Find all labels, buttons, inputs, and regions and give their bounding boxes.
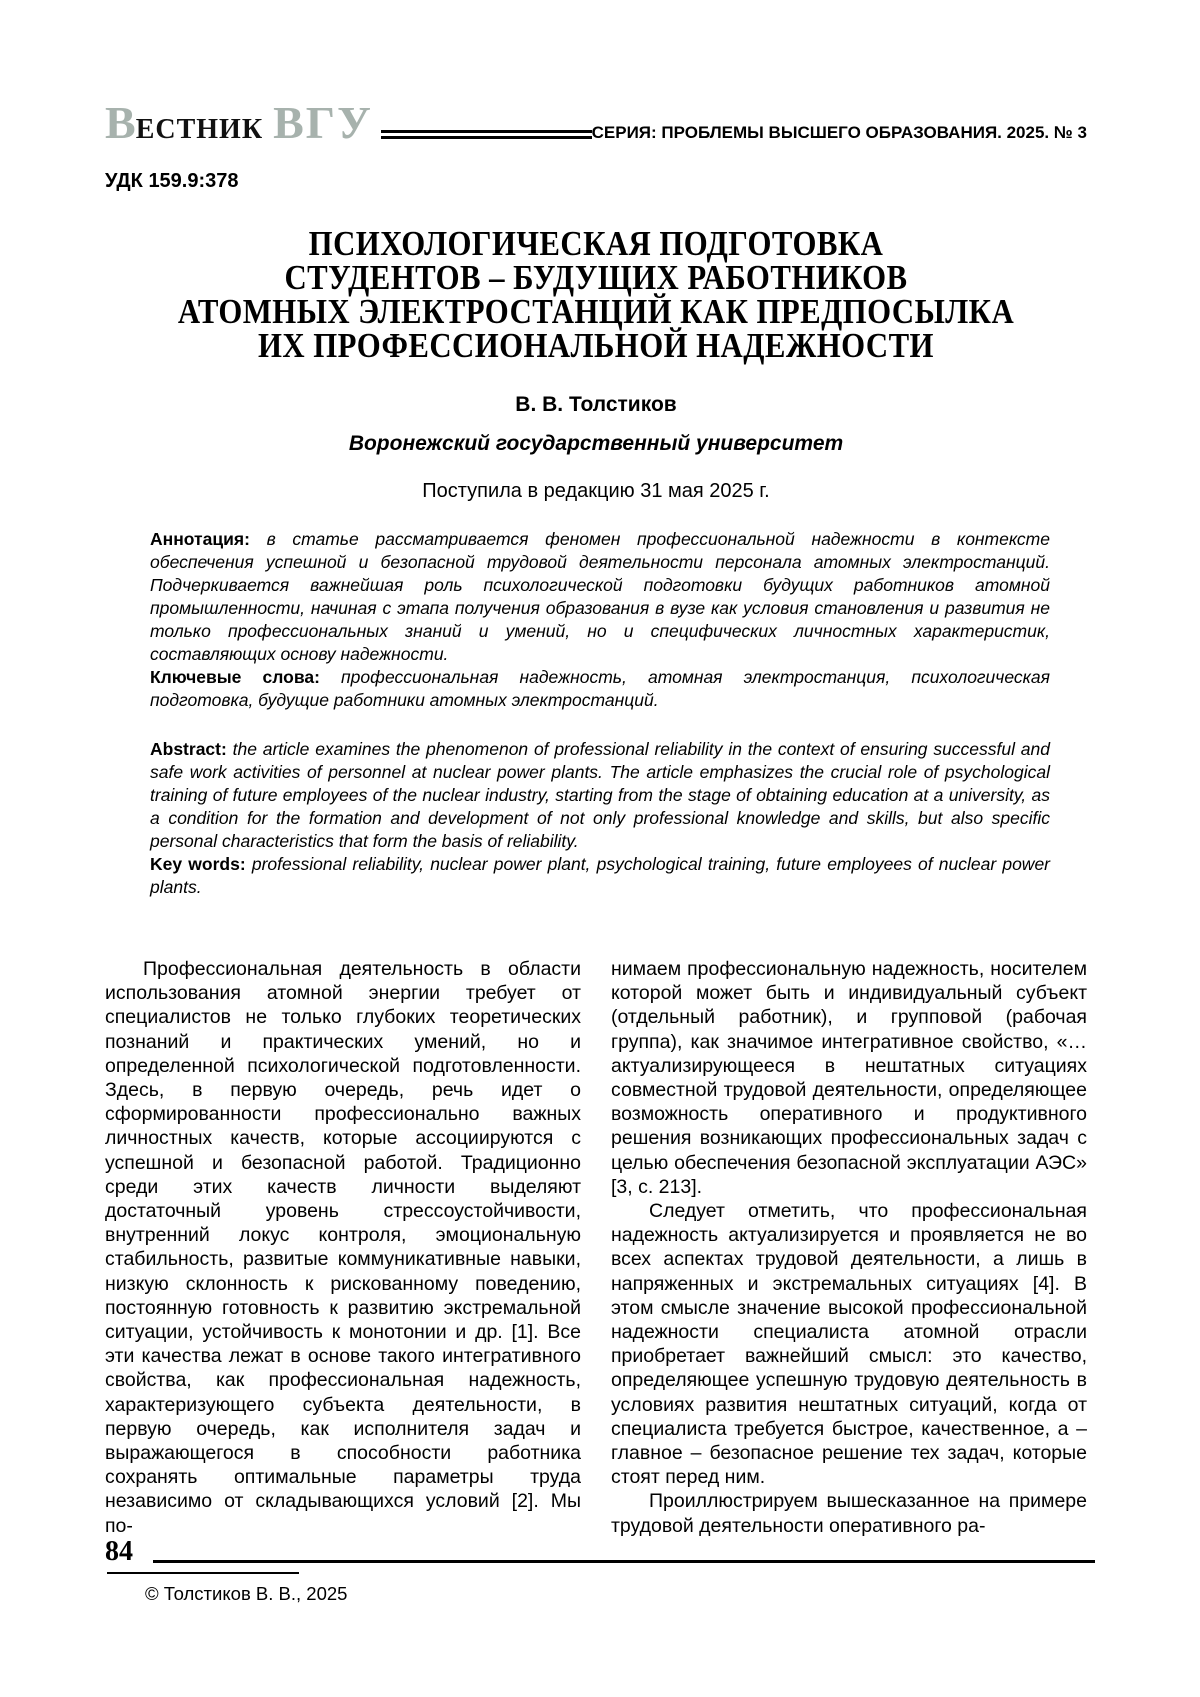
abstract-label: Abstract:: [150, 739, 227, 759]
title-line-4: ИХ ПРОФЕССИОНАЛЬНОЙ НАДЕЖНОСТИ: [258, 326, 934, 365]
footnote-rule: [107, 1572, 299, 1574]
series-title: СЕРИЯ: ПРОБЛЕМЫ ВЫСШЕГО ОБРАЗОВАНИЯ. 2025. № 3: [591, 123, 1087, 142]
abstract-block-en: [150, 738, 1050, 899]
author-name: В. В. Толстиков: [515, 393, 677, 416]
right-column: [611, 957, 1087, 1606]
annotation-label: Аннотация:: [150, 529, 250, 549]
body-paragraph-left-1: Профессиональная деятельность в области использования атомной энергии требует от специалистов не только глубоких теоретических познаний и практических умений, но и определенной психологической подготовленности. Здесь, в первую очередь, речь идет о сформированности профессионально важных личностных качеств, которые ассоциируются с успешной и безопасной работой. Традиционно среди этих качеств личности выделяют достаточный уровень стрессоустойчивости, внутренний локус контроля, эмоциональную стабильность, развитые коммуникативные навыки, низкую склонность к рискованному поведению, постоянную готовность к развитию экстремальной ситуации, устойчивость к монотонии и др. [1]. Все эти качества лежат в основе такого интегративного свойства, как профессиональная надежность, характеризующего субъекта деятельности, в первую очередь, как исполнителя задач и выражающегося в способности работника сохранять оптимальные параметры труда независимо от складывающихся условий [2]. Мы по-: [105, 958, 581, 1537]
body-paragraph-right-3: Проиллюстрируем вышесказанное на примере трудовой деятельности оперативного ра-: [611, 1490, 1087, 1537]
page-footer: [105, 1538, 1095, 1566]
udc-code: УДК 159.9:378: [105, 170, 239, 192]
keywords-en-label: Key words:: [150, 854, 246, 874]
left-column: [105, 957, 581, 1606]
logo-initial: В: [105, 97, 136, 148]
received-date: Поступила в редакцию 31 мая 2025 г.: [422, 480, 770, 502]
journal-masthead: [105, 97, 1087, 148]
page-number: 84: [105, 1536, 133, 1567]
keywords-en: [150, 853, 1050, 899]
keywords-ru: [150, 666, 1050, 712]
article-title: [164, 224, 1028, 365]
keywords-en-text: professional reliability, nuclear power plant, psychological training, future employees of nuclear power plants.: [150, 854, 1051, 897]
keywords-text: профессиональная надежность, атомная электростанция, психологическая подготовка, будущие работники атомных электростанций.: [150, 667, 1050, 710]
affiliation: Воронежский государственный университет: [348, 432, 844, 455]
body-paragraph-right-2: Следует отметить, что профессиональная надежность актуализируется и проявляется не во всех аспектах трудовой деятельности, а лишь в напряженных и экстремальных ситуациях [4]. В этом смысле значение высокой профессиональной надежности специалиста атомной отрасли приобретает важнейший смысл: это качество, определяющее успешную трудовую деятельность в условиях развития нештатных ситуаций, когда от специалиста требуется быстрое, качественное, а – главное – безопасное решение тех задач, которые стоят перед ним.: [611, 1200, 1087, 1489]
title-line-2: СТУДЕНТОВ – БУДУЩИХ РАБОТНИКОВ: [284, 258, 908, 297]
journal-logo: [105, 97, 373, 148]
footer-rule: [153, 1560, 1095, 1563]
copyright-note: © Толстиков В. В., 2025: [145, 1582, 348, 1604]
logo-org: ВГУ: [273, 97, 373, 148]
body-columns: [105, 957, 1087, 1606]
abstract-text: the article examines the phenomenon of professional reliability in the context of ensuring successful and safe work activities of personnel at nuclear power plants. The article emphasizes the crucial role of psychological training of future employees of the nuclear industry, starting from the stage of obtaining education at a university, as a condition for the formation and development of not only professional knowledge and skills, but also specific personal characteristics that form the basis of reliability.: [150, 739, 1050, 851]
logo-word: ЕСТНИК: [135, 114, 264, 145]
masthead-double-rule: [381, 130, 592, 139]
title-line-1: ПСИХОЛОГИЧЕСКАЯ ПОДГОТОВКА: [308, 224, 884, 263]
body-paragraph-right-1: нимаем профессиональную надежность, носителем которой может быть и индивидуальный субъект (отдельный работник), и групповой (рабочая группа), как значимое интегративное свойство, «…актуализирующееся в нештатных ситуациях совместной трудовой деятельности, определяющее возможность оперативного и продуктивного решения возникающих профессиональных задач с целью обеспечения безопасной эксплуатации АЭС» [3, с. 213].: [611, 958, 1087, 1198]
title-line-3: АТОМНЫХ ЭЛЕКТРОСТАНЦИЙ КАК ПРЕДПОСЫЛКА: [177, 292, 1015, 331]
keywords-label: Ключевые слова:: [150, 667, 320, 687]
annotation-block-ru: [150, 528, 1050, 712]
annotation-ru: [150, 528, 1050, 666]
abstract-en: [150, 738, 1050, 853]
annotation-text: в статье рассматривается феномен профессиональной надежности в контексте обеспечения успешной и безопасной трудовой деятельности персонала атомных электростанций. Подчеркивается важнейшая роль психологической подготовки будущих работников атомной промышленности, начиная с этапа получения образования в вузе как условия становления и развития не только профессиональных знаний и умений, но и специфических личностных характеристик, составляющих основу надежности.: [150, 529, 1050, 664]
